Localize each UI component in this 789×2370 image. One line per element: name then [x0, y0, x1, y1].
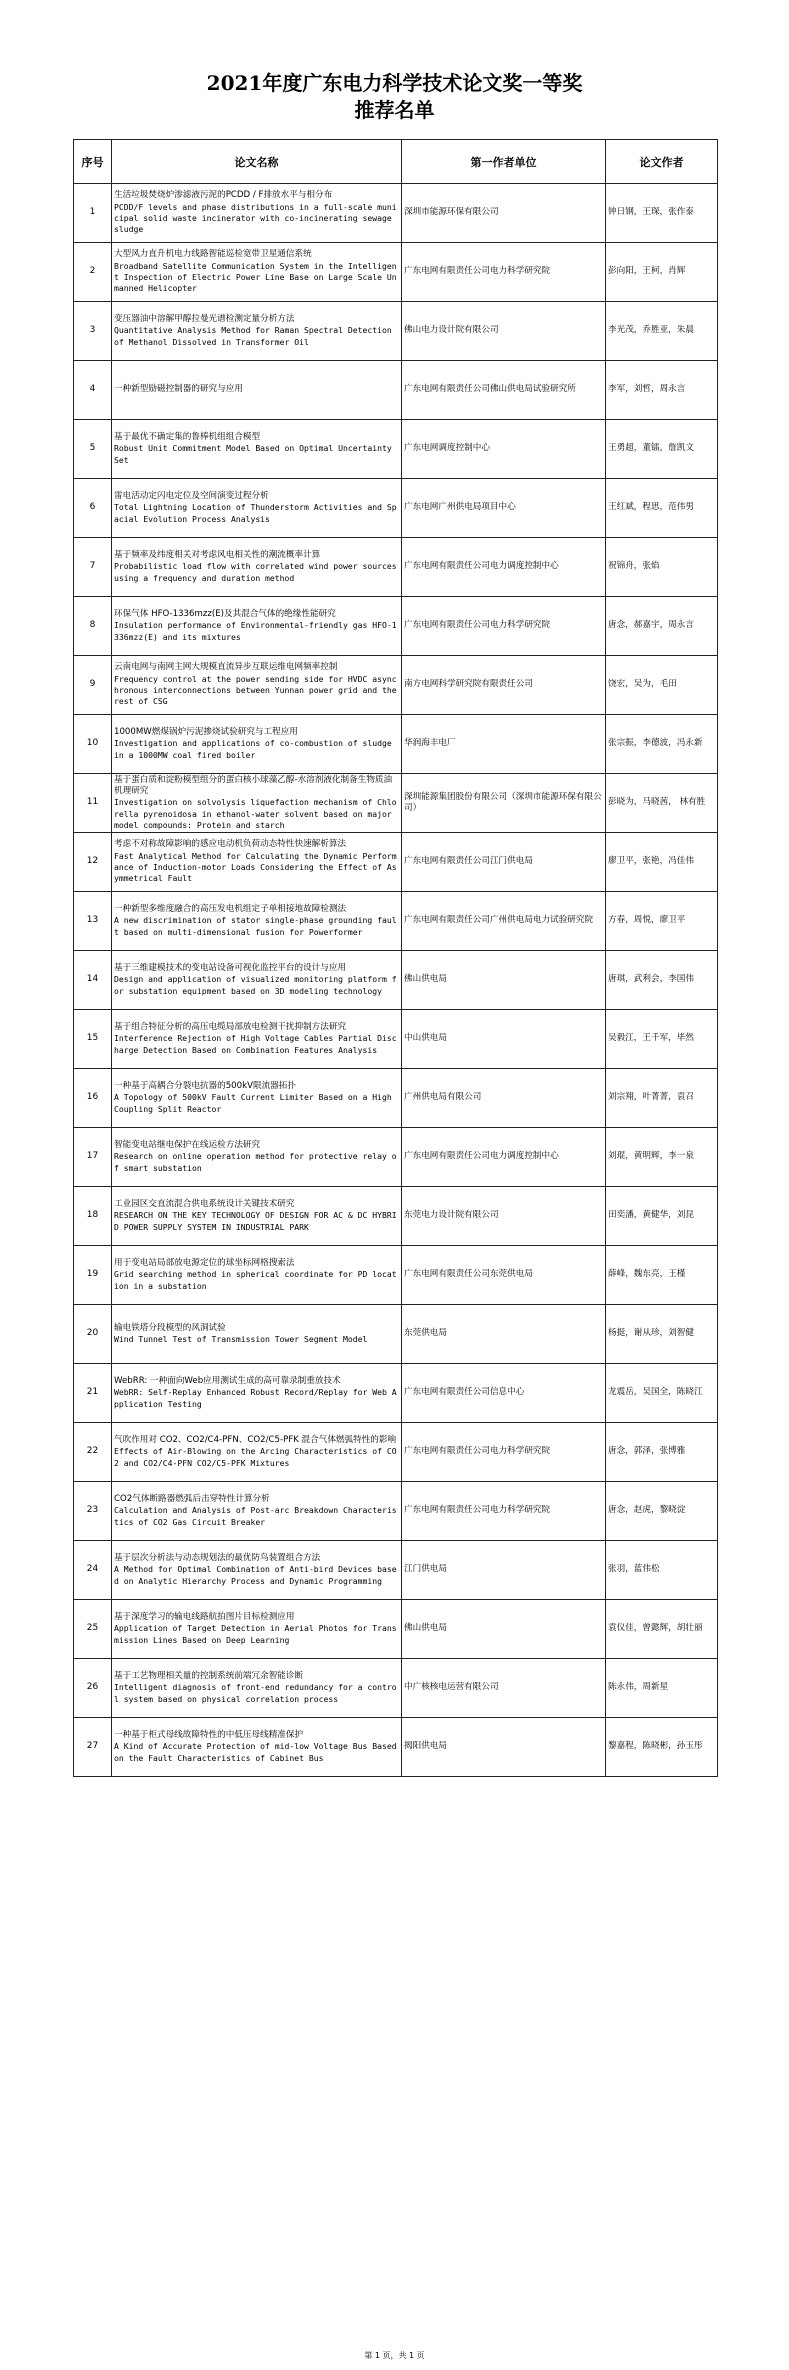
paper-title-cn: 一种基于柜式母线故障特性的中低压母线精准保护 — [114, 1730, 304, 1741]
first-author-unit: 深圳能源集团股份有限公司（深圳市能源环保有限公司） — [402, 774, 606, 833]
row-number: 11 — [74, 774, 112, 833]
paper-title-cn: 基于工艺物理相关量的控制系统前端冗余智能诊断 — [114, 1671, 304, 1682]
header-unit: 第一作者单位 — [402, 140, 606, 184]
first-author-unit: 广东电网调度控制中心 — [402, 420, 606, 479]
table-row — [74, 951, 718, 1010]
header-paper-title: 论文名称 — [112, 140, 402, 184]
paper-title-cn: 基于频率及纬度相关对考虑风电相关性的潮流概率计算 — [114, 550, 321, 561]
first-author-unit: 华润海丰电厂 — [402, 715, 606, 774]
paper-title-cn: 1000MW燃煤锅炉污泥掺烧试验研究与工程应用 — [114, 727, 298, 738]
paper-title-cn: 工业园区交直流混合供电系统设计关键技术研究 — [114, 1199, 295, 1210]
row-number: 12 — [74, 833, 112, 892]
paper-authors: 廖卫平，张艳，冯佳伟 — [606, 833, 718, 892]
paper-title-cn: 环保气体 HFO-1336mzz(E)及其混合气体的绝缘性能研究 — [114, 609, 336, 620]
table-row — [74, 1364, 718, 1423]
table-row — [74, 892, 718, 951]
table-row — [74, 833, 718, 892]
table-row — [74, 479, 718, 538]
paper-title-cell — [112, 1010, 402, 1069]
row-number: 15 — [74, 1010, 112, 1069]
paper-title-cell — [112, 1364, 402, 1423]
paper-title-cn: 雷电活动定闪电定位及空间演变过程分析 — [114, 491, 269, 502]
paper-title-cn: 智能变电站继电保护在线运检方法研究 — [114, 1140, 261, 1151]
paper-title-cn: 基于三维建模技术的变电站设备可视化监控平台的设计与应用 — [114, 963, 347, 974]
paper-title-cn: WebRR: 一种面向Web应用测试生成的高可靠录制重放技术 — [114, 1376, 341, 1387]
row-number: 5 — [74, 420, 112, 479]
paper-title-en: Insulation performance of Environmental-friendly gas HFO-1336mzz(E) and its mixtures — [114, 620, 397, 642]
first-author-unit: 广东电网有限责任公司江门供电局 — [402, 833, 606, 892]
row-number: 25 — [74, 1600, 112, 1659]
table-row — [74, 597, 718, 656]
table-body — [74, 184, 718, 1777]
paper-authors: 黎嘉程，陈晓彬，孙玉彤 — [606, 1718, 718, 1777]
paper-title-en: Calculation and Analysis of Post-arc Breakdown Characteristics of CO2 Gas Circuit Breaker — [114, 1505, 397, 1527]
paper-title-cn: CO2气体断路器燃弧后击穿特性计算分析 — [114, 1494, 270, 1505]
row-number: 8 — [74, 597, 112, 656]
row-number: 2 — [74, 243, 112, 302]
paper-title-cell — [112, 1069, 402, 1128]
paper-authors: 祝锦舟，张焰 — [606, 538, 718, 597]
paper-title-cn: 气吹作用对 CO2、CO2/C4-PFN、CO2/C5-PFK 混合气体燃弧特性的影响 — [114, 1435, 397, 1446]
paper-title-en: Frequency control at the power sending side for HVDC asynchronous interconnections between Yunnan power grid and the rest of CSG — [114, 673, 397, 707]
paper-title-cell — [112, 1305, 402, 1364]
paper-title-en: Investigation on solvolysis liquefaction mechanism of Chlorella pyrenoidosa in ethanol-water solvent based on major model compounds: Protein and starch — [114, 797, 397, 830]
first-author-unit: 佛山供电局 — [402, 951, 606, 1010]
first-author-unit: 广东电网有限责任公司佛山供电局试验研究所 — [402, 361, 606, 420]
paper-title-en: Interference Rejection of High Voltage Cables Partial Discharge Detection Based on Combination Features Analysis — [114, 1033, 397, 1055]
row-number: 6 — [74, 479, 112, 538]
paper-authors: 王红斌，程思，范伟男 — [606, 479, 718, 538]
paper-title-cn: 考虑不对称故障影响的感应电动机负荷动态特性快速解析算法 — [114, 839, 347, 850]
row-number: 19 — [74, 1246, 112, 1305]
paper-authors: 饶宏，吴为，毛田 — [606, 656, 718, 715]
table-row — [74, 656, 718, 715]
paper-title-en: A Method for Optimal Combination of Anti-bird Devices based on Analytic Hierarchy Process and Dynamic Programming — [114, 1564, 397, 1586]
first-author-unit: 佛山供电局 — [402, 1600, 606, 1659]
table-row — [74, 1305, 718, 1364]
first-author-unit: 广东电网有限责任公司电力科学研究院 — [402, 243, 606, 302]
paper-title-cell — [112, 1187, 402, 1246]
first-author-unit: 广东电网有限责任公司电力调度控制中心 — [402, 1128, 606, 1187]
paper-title-en: Research on online operation method for protective relay of smart substation — [114, 1151, 397, 1173]
paper-title-en: Intelligent diagnosis of front-end redundancy for a control system based on physical correlation process — [114, 1682, 397, 1704]
table-row — [74, 243, 718, 302]
page-footer: 第 1 页，共 1 页 — [364, 2351, 425, 2360]
table-row — [74, 1541, 718, 1600]
table-row — [74, 184, 718, 243]
table-row — [74, 1659, 718, 1718]
paper-title-en: A Topology of 500kV Fault Current Limiter Based on a High Coupling Split Reactor — [114, 1092, 392, 1114]
table-row — [74, 361, 718, 420]
row-number: 23 — [74, 1482, 112, 1541]
paper-authors: 钟日钢，王琛，张作泰 — [606, 184, 718, 243]
paper-authors: 唐琪，武利会，李国伟 — [606, 951, 718, 1010]
paper-authors: 张宗振，李德波，冯永新 — [606, 715, 718, 774]
paper-title-cell — [112, 1600, 402, 1659]
paper-title-cell — [112, 1482, 402, 1541]
paper-title-en: Fast Analytical Method for Calculating the Dynamic Performance of Induction-motor Loads Considering the Effect of Asymmetrical Fault — [114, 850, 397, 884]
paper-title-cn: 一种新型励磁控制器的研究与应用 — [114, 384, 243, 395]
row-number: 27 — [74, 1718, 112, 1777]
paper-authors: 袁仪佳，曾懿辉，胡壮丽 — [606, 1600, 718, 1659]
table-row — [74, 302, 718, 361]
paper-title-cell — [112, 420, 402, 479]
paper-authors: 彭向阳，王柯，肖辉 — [606, 243, 718, 302]
paper-title-cell — [112, 479, 402, 538]
table-row — [74, 1069, 718, 1128]
paper-title-en: Effects of Air-Blowing on the Arcing Characteristics of CO2 and CO2/C4-PFN CO2/C5-PFK Mixtures — [114, 1446, 397, 1468]
row-number: 14 — [74, 951, 112, 1010]
row-number: 9 — [74, 656, 112, 715]
paper-title-en: Investigation and applications of co-combustion of sludge in a 1000MW coal fired boiler — [114, 738, 392, 760]
page-subtitle: 推荐名单 — [354, 98, 435, 122]
first-author-unit: 中山供电局 — [402, 1010, 606, 1069]
paper-title-cn: 一种新型多维度融合的高压发电机组定子单相接地故障检测法 — [114, 904, 347, 915]
first-author-unit: 江门供电局 — [402, 1541, 606, 1600]
paper-title-en: Probabilistic load flow with correlated wind power sources using a frequency and duration method — [114, 561, 397, 583]
paper-title-cell — [112, 302, 402, 361]
row-number: 24 — [74, 1541, 112, 1600]
paper-title-en: Robust Unit Commitment Model Based on Optimal Uncertainty Set — [114, 443, 392, 465]
paper-authors: 李光茂，乔胜亚，朱晨 — [606, 302, 718, 361]
paper-title-cell — [112, 1718, 402, 1777]
row-number: 3 — [74, 302, 112, 361]
first-author-unit: 广州供电局有限公司 — [402, 1069, 606, 1128]
paper-title-cn: 大型风力直升机电力线路智能巡检宽带卫星通信系统 — [114, 249, 312, 260]
row-number: 16 — [74, 1069, 112, 1128]
paper-authors: 唐念，郭泽，张博雅 — [606, 1423, 718, 1482]
paper-title-en: Broadband Satellite Communication System in the Intelligent Inspection of Electric Power Line Base on Large Scale Unmanned Helicopter — [114, 260, 397, 294]
table-row — [74, 1423, 718, 1482]
paper-title-cell — [112, 1423, 402, 1482]
paper-title-en: Quantitative Analysis Method for Raman Spectral Detection of Methanol Dissolved in Transformer Oil — [114, 325, 392, 347]
paper-authors: 王勇超，董镭，詹凯文 — [606, 420, 718, 479]
paper-title-cn: 基于蛋白质和淀粉模型组分的蛋白核小球藻乙醇-水溶剂液化制备生物质油机理研究 — [114, 774, 393, 797]
paper-title-cell — [112, 656, 402, 715]
paper-title-cell — [112, 833, 402, 892]
paper-title-cell — [112, 597, 402, 656]
first-author-unit: 深圳市能源环保有限公司 — [402, 184, 606, 243]
first-author-unit: 南方电网科学研究院有限责任公司 — [402, 656, 606, 715]
paper-title-cell — [112, 243, 402, 302]
paper-title-cell — [112, 715, 402, 774]
first-author-unit: 广东电网有限责任公司电力科学研究院 — [402, 597, 606, 656]
paper-authors: 薛峰，魏东亮，王槿 — [606, 1246, 718, 1305]
first-author-unit: 广东电网有限责任公司电力科学研究院 — [402, 1482, 606, 1541]
table-row — [74, 1718, 718, 1777]
paper-title-cell — [112, 1659, 402, 1718]
paper-authors: 刘琨，黄明辉，李一泉 — [606, 1128, 718, 1187]
paper-authors: 唐念，赵虎，黎晓淀 — [606, 1482, 718, 1541]
paper-authors: 陈永伟，周新星 — [606, 1659, 718, 1718]
first-author-unit: 广东电网有限责任公司电力调度控制中心 — [402, 538, 606, 597]
paper-title-en: PCDD/F levels and phase distributions in a full-scale municipal solid waste incinerator with co-incinerating sewage sludge — [114, 201, 397, 235]
paper-title-cn: 基于深度学习的输电线路航拍图片目标检测应用 — [114, 1612, 295, 1623]
paper-title-en: Grid searching method in spherical coordinate for PD location in a substation — [114, 1269, 397, 1291]
paper-title-cell — [112, 361, 402, 420]
paper-title-cell — [112, 774, 402, 833]
first-author-unit: 广东电网广州供电局项目中心 — [402, 479, 606, 538]
paper-title-cell — [112, 538, 402, 597]
row-number: 22 — [74, 1423, 112, 1482]
paper-authors: 刘宗翔，叶菁菁，袁召 — [606, 1069, 718, 1128]
paper-authors: 彭晓为，马晓茜， 林有胜 — [606, 774, 718, 833]
row-number: 17 — [74, 1128, 112, 1187]
row-number: 21 — [74, 1364, 112, 1423]
table-row — [74, 538, 718, 597]
paper-title-cn: 用于变电站局部放电源定位的球坐标网格搜索法 — [114, 1258, 295, 1269]
paper-title-cn: 基于最优不确定集的鲁棒机组组合模型 — [114, 432, 261, 443]
paper-title-cell — [112, 892, 402, 951]
header-no: 序号 — [74, 140, 112, 184]
row-number: 4 — [74, 361, 112, 420]
paper-title-en: RESEARCH ON THE KEY TECHNOLOGY OF DESIGN FOR AC & DC HYBRID POWER SUPPLY SYSTEM IN INDUSTRIAL PARK — [114, 1210, 397, 1232]
paper-authors: 杨挺，谢从珍，刘智健 — [606, 1305, 718, 1364]
first-author-unit: 广东电网有限责任公司信息中心 — [402, 1364, 606, 1423]
row-number: 13 — [74, 892, 112, 951]
header-authors: 论文作者 — [606, 140, 718, 184]
first-author-unit: 中广核核电运营有限公司 — [402, 1659, 606, 1718]
recommendation-table — [73, 139, 718, 1777]
paper-title-cell — [112, 951, 402, 1010]
row-number: 10 — [74, 715, 112, 774]
paper-title-en: WebRR: Self-Replay Enhanced Robust Record/Replay for Web Application Testing — [114, 1387, 397, 1409]
table-row — [74, 774, 718, 833]
table-row — [74, 1246, 718, 1305]
paper-authors: 李军，刘哲，周永言 — [606, 361, 718, 420]
paper-title-cell — [112, 1541, 402, 1600]
paper-title-en: Design and application of visualized monitoring platform for substation equipment based on 3D modeling technology — [114, 974, 397, 996]
paper-title-cn: 基于层次分析法与动态规划法的最优防鸟装置组合方法 — [114, 1553, 321, 1564]
table-row — [74, 1187, 718, 1246]
paper-title-cn: 生活垃圾焚烧炉渗滤液污泥的PCDD / F排放水平与相分布 — [114, 190, 333, 201]
table-row — [74, 420, 718, 479]
table-row — [74, 1128, 718, 1187]
row-number: 1 — [74, 184, 112, 243]
row-number: 26 — [74, 1659, 112, 1718]
paper-authors: 唐念，郝嘉宇，周永言 — [606, 597, 718, 656]
first-author-unit: 佛山电力设计院有限公司 — [402, 302, 606, 361]
table-row — [74, 715, 718, 774]
paper-title-cn: 输电铁塔分段模型的风洞试验 — [114, 1322, 226, 1333]
paper-authors: 方春，周悦，廖卫平 — [606, 892, 718, 951]
row-number: 20 — [74, 1305, 112, 1364]
table-row — [74, 1482, 718, 1541]
paper-title-cell — [112, 1246, 402, 1305]
first-author-unit: 广东电网有限责任公司电力科学研究院 — [402, 1423, 606, 1482]
row-number: 7 — [74, 538, 112, 597]
paper-authors: 田奕潘，黄健华，刘昆 — [606, 1187, 718, 1246]
paper-title-cell — [112, 184, 402, 243]
paper-title-en: Application of Target Detection in Aerial Photos for Transmission Lines Based on Deep Learning — [114, 1623, 397, 1645]
first-author-unit: 广东电网有限责任公司东莞供电局 — [402, 1246, 606, 1305]
paper-title-cn: 一种基于高耦合分裂电抗器的500kV限流器拓扑 — [114, 1081, 296, 1092]
paper-title-cn: 云南电网与南网主网大规模直流异步互联运维电网频率控制 — [114, 662, 338, 673]
paper-authors: 龙震岳，吴国全，陈晓江 — [606, 1364, 718, 1423]
paper-title-cell — [112, 1128, 402, 1187]
page-title: 2021年度广东电力科学技术论文奖一等奖 — [206, 71, 583, 95]
paper-title-en: Total Lightning Location of Thunderstorm Activities and Spacial Evolution Process Analysis — [114, 502, 397, 524]
paper-authors: 张羽，蓝伟松 — [606, 1541, 718, 1600]
table-row — [74, 1600, 718, 1659]
table-header-row — [74, 140, 718, 184]
paper-title-en: A Kind of Accurate Protection of mid-low Voltage Bus Based on the Fault Characteristics of Cabinet Bus — [114, 1741, 397, 1763]
first-author-unit: 广东电网有限责任公司广州供电局电力试验研究院 — [402, 892, 606, 951]
table-row — [74, 1010, 718, 1069]
paper-authors: 吴毅江，王千军，毕然 — [606, 1010, 718, 1069]
paper-title-en: A new discrimination of stator single-phase grounding fault based on multi-dimensional fusion for Powerformer — [114, 915, 397, 937]
first-author-unit: 揭阳供电局 — [402, 1718, 606, 1777]
row-number: 18 — [74, 1187, 112, 1246]
paper-title-en: Wind Tunnel Test of Transmission Tower Segment Model — [114, 1334, 368, 1344]
first-author-unit: 东莞电力设计院有限公司 — [402, 1187, 606, 1246]
paper-title-cn: 变压器油中溶解甲醇拉曼光谱检测定量分析方法 — [114, 314, 295, 325]
first-author-unit: 东莞供电局 — [402, 1305, 606, 1364]
paper-title-cn: 基于组合特征分析的高压电缆局部放电检测干扰抑制方法研究 — [114, 1022, 347, 1033]
